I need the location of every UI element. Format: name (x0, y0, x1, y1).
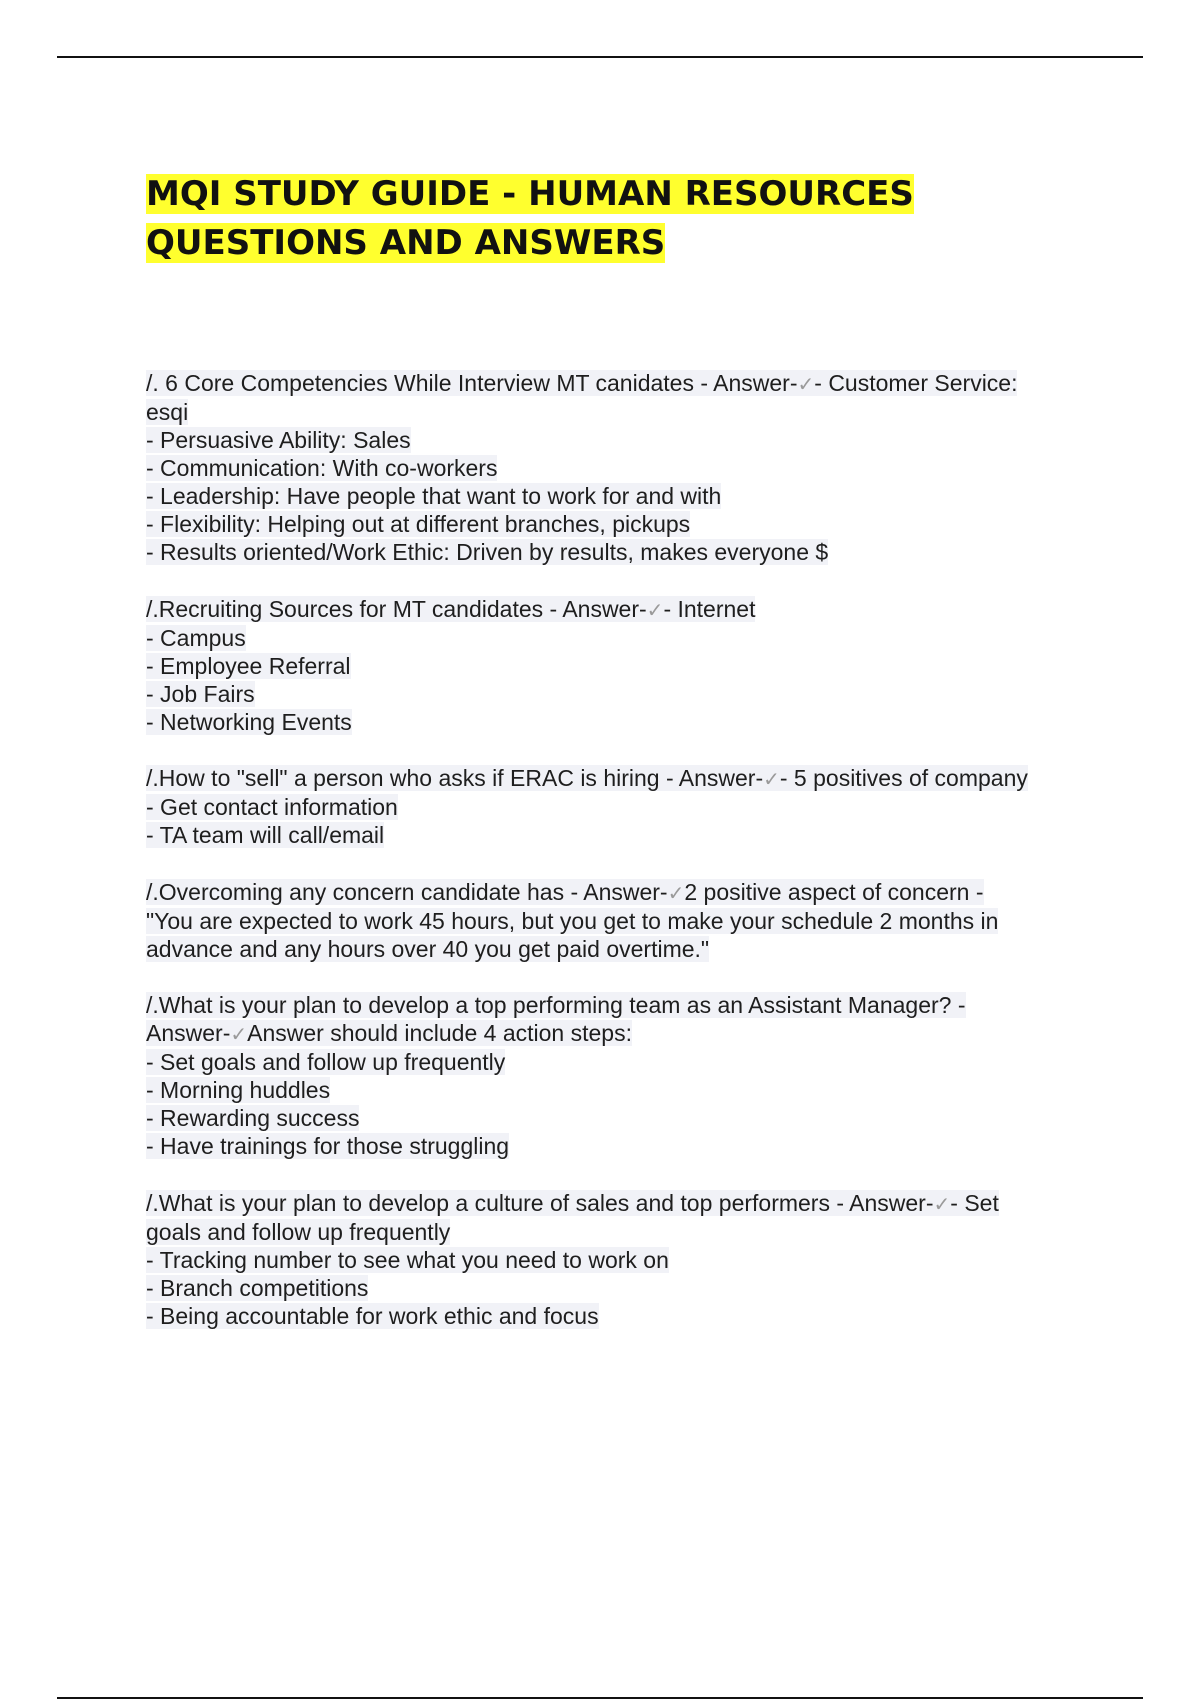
qa-answer-line: - Persuasive Ability: Sales (146, 427, 411, 453)
qa-question-line: /.What is your plan to develop a top performing team as an Assistant Manager? - (146, 992, 966, 1018)
qa-answer-line: - Communication: With co-workers (146, 455, 498, 481)
check-icon: ✓ (763, 767, 780, 791)
qa-answer-line: - Networking Events (146, 708, 352, 735)
qa-content (146, 369, 1086, 1358)
check-icon: ✓ (230, 1022, 248, 1046)
qa-answer-line: - Leadership: Have people that want to work for and with (146, 483, 722, 509)
qa-answer-line: - Branch competitions (146, 1274, 369, 1301)
qa-question-line: /. 6 Core Competencies While Interview MT canidates - Answer-✓- Customer Service: (146, 370, 1018, 396)
check-icon: ✓ (797, 372, 815, 396)
qa-question-line: /.How to "sell" a person who asks if ERAC is hiring - Answer-✓- 5 positives of company (146, 765, 1028, 791)
qa-answer-line: advance and any hours over 40 you get paid overtime." (146, 935, 710, 962)
qa-block (146, 991, 1086, 1160)
qa-answer-line: - Being accountable for work ethic and focus (146, 1302, 599, 1329)
qa-answer-line: - Flexibility: Helping out at different branches, pickups (146, 511, 691, 537)
bottom-rule (57, 1697, 1143, 1699)
qa-question-line: /.Recruiting Sources for MT candidates - Answer-✓- Internet (146, 595, 756, 622)
check-icon: ✓ (646, 597, 664, 622)
qa-block (146, 369, 1086, 566)
qa-answer-line: - Employee Referral (146, 652, 351, 679)
qa-answer-line: - TA team will call/email (146, 822, 385, 848)
qa-answer-line: - Have trainings for those struggling (146, 1133, 510, 1159)
qa-question-line: /.Overcoming any concern candidate has - Answer-✓2 positive aspect of concern - (146, 878, 984, 905)
qa-answer-line: - Rewarding success (146, 1105, 360, 1131)
qa-answer-line: goals and follow up frequently (146, 1218, 451, 1245)
check-icon: ✓ (933, 1191, 951, 1216)
qa-answer-line: - Results oriented/Work Ethic: Driven by results, makes everyone $ (146, 539, 829, 565)
qa-block (146, 764, 1086, 849)
qa-answer-line: Answer-✓Answer should include 4 action steps: (146, 1020, 632, 1046)
qa-answer-line: - Job Fairs (146, 680, 255, 707)
qa-question-line: /.What is your plan to develop a culture of sales and top performers - Answer-✓- Set (146, 1189, 999, 1216)
qa-answer-line: - Set goals and follow up frequently (146, 1049, 506, 1075)
qa-block (146, 1189, 1086, 1330)
qa-block (146, 878, 1086, 963)
check-icon: ✓ (667, 880, 685, 905)
qa-block (146, 595, 1086, 736)
document-title: MQI STUDY GUIDE - HUMAN RESOURCES QUESTIONS AND ANSWERS (146, 174, 914, 263)
qa-answer-line: - Morning huddles (146, 1077, 331, 1103)
qa-answer-line: esqi (146, 399, 189, 425)
qa-answer-line: - Campus (146, 624, 246, 651)
top-rule (57, 56, 1143, 58)
qa-answer-line: - Tracking number to see what you need to work on (146, 1246, 669, 1273)
qa-answer-line: - Get contact information (146, 794, 398, 820)
qa-answer-line: "You are expected to work 45 hours, but you get to make your schedule 2 months in (146, 907, 999, 934)
